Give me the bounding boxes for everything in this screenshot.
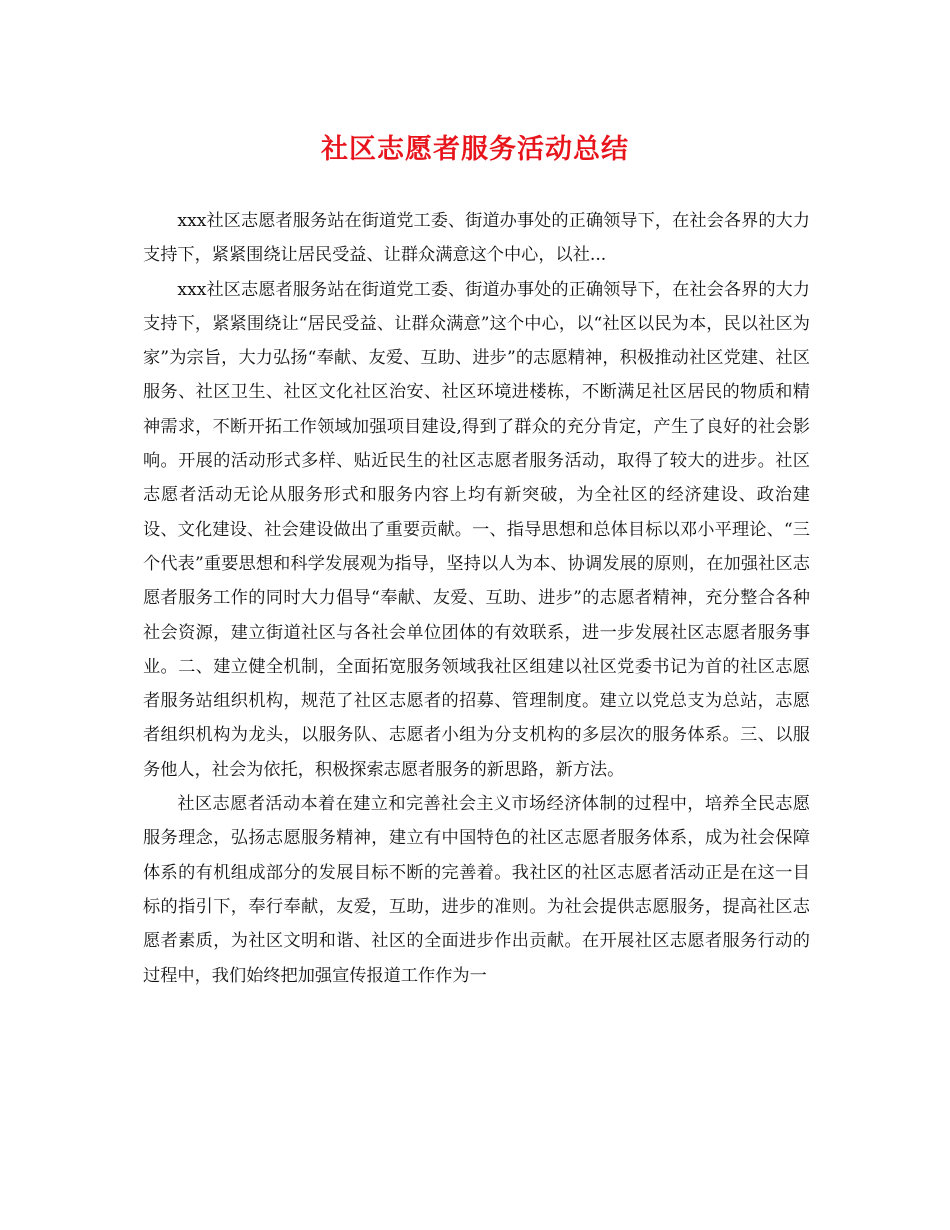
document-title: 社区志愿者服务活动总结 [321,134,629,165]
document-body [143,204,810,993]
paragraph-continued: 社区志愿者活动本着在建立和完善社会主义市场经济体制的过程中，培养全民志愿服务理念，弘扬志愿服务精神，建立有中国特色的社区志愿者服务体系，成为社会保障体系的有机组成部分的发展目标不断的完善着。我社区的社区志愿者活动正是在这一目标的指引下，奉行奉献，友爱，互助，进步的准则。为社会提供志愿服务，提高社区志愿者素质，为社区文明和谐、社区的全面进步作出贡献。在开展社区志愿者服务行动的过程中，我们始终把加强宣传报道工作作为一 [143,794,810,986]
paragraph-main: xxx社区志愿者服务站在街道党工委、街道办事处的正确领导下，在社会各界的大力支持下，紧紧围绕让“居民受益、让群众满意”这个中心，以“社区以民为本，民以社区为家”为宗旨，大力弘扬“奉献、友爱、互助、进步”的志愿精神，积极推动社区党建、社区服务、社区卫生、社区文化社区治安、社区环境进楼栋，不断满足社区居民的物质和精神需求，不断开拓工作领域加强项目建设,得到了群众的充分肯定，产生了良好的社会影响。开展的活动形式多样、贴近民生的社区志愿者服务活动，取得了较大的进步。社区志愿者活动无论从服务形式和服务内容上均有新突破，为全社区的经济建设、政治建设、文化建设、社会建设做出了重要贡献。一、指导思想和总体目标以邓小平理论、“三个代表”重要思想和科学发展观为指导，坚持以人为本、协调发展的原则，在加强社区志愿者服务工作的同时大力倡导“奉献、友爱、互助、进步”的志愿者精神，充分整合各种社会资源，建立街道社区与各社会单位团体的有效联系，进一步发展社区志愿者服务事业。二、建立健全机制，全面拓宽服务领域我社区组建以社区党委书记为首的社区志愿者服务站组织机构，规范了社区志愿者的招募、管理制度。建立以党总支为总站，志愿者组织机构为龙头，以服务队、志愿者小组为分支机构的多层次的服务体系。三、以服务他人，社会为依托，积极探索志愿者服务的新思路，新方法。 [143,279,810,780]
paragraph-summary: xxx社区志愿者服务站在街道党工委、街道办事处的正确领导下，在社会各界的大力支持下，紧紧围绕让居民受益、让群众满意这个中心，以社... [143,211,810,266]
